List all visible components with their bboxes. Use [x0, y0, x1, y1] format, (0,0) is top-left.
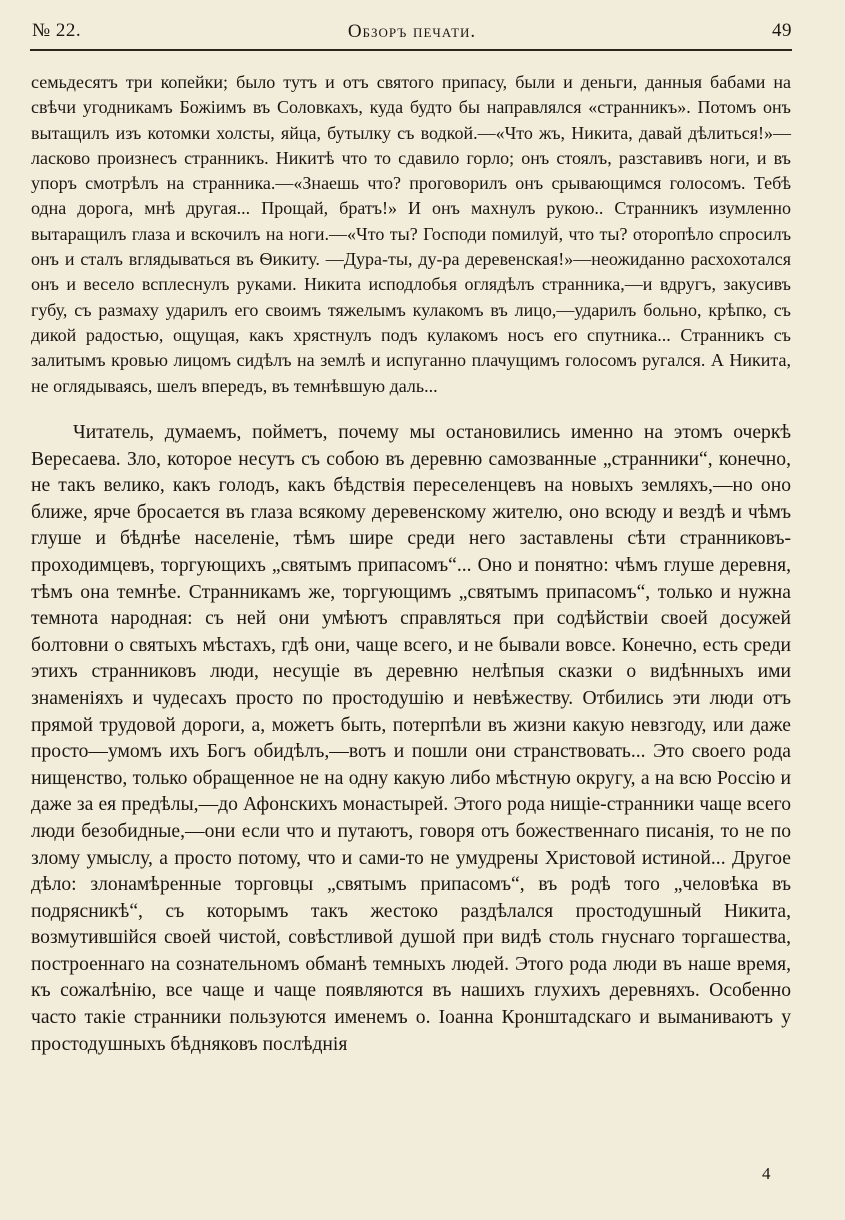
signature-mark: 4 — [762, 1164, 771, 1183]
body-paragraph: Читатель, думаемъ, пойметъ, почему мы остановились именно на этомъ очеркѣ Вересаева. Зло, которое несутъ съ собою въ деревню самозванные „странники“, конечно, не такъ велико, какъ голодъ, какъ бѣдствія переселенцевъ на новыхъ земляхъ,—но оно ближе, ярче бросается въ глаза всякому деревенскому жителю, оно всюду и вездѣ и чѣмъ глуше и бѣднѣе населеніе, тѣмъ шире среди него заставлены сѣти странниковъ-проходимцевъ, торгующихъ „святымъ припасомъ“... Оно и понятно: чѣмъ глуше деревня, тѣмъ она темнѣе. Странникамъ же, торгующимъ „святымъ припасомъ“, только и нужна темнота народная: съ ней они умѣютъ справляться при содѣйствіи своей досужей болтовни о святыхъ мѣстахъ, гдѣ они, чаще всего, и не бывали вовсе. Конечно, есть среди этихъ странниковъ люди, несущіе въ деревню нелѣпыя сказки о видѣнныхъ ими знаменіяхъ и чудесахъ просто по простодушію и невѣжеству. Отбились эти люди отъ прямой трудовой дороги, а, можетъ быть, потерпѣли въ жизни какую невзгоду, или даже просто—умомъ ихъ Богъ обидѣлъ,—вотъ и пошли они странствовать... Это своего рода нищенство, только обращенное не на одну какую либо мѣстную округу, а на всю Россію и даже за ея предѣлы,—до Афонскихъ монастырей. Этого рода нищіе-странники чаще всего люди безобидные,—они если что и путаютъ, говоря отъ божественнаго писанія, то не по злому умыслу, а просто потому, что и сами-то не умудрены Христовой истиной... Другое дѣло: злонамѣренные торговцы „святымъ припасомъ“, въ родѣ того „человѣка въ подрясникѣ“, съ которымъ такъ жестоко раздѣлался простодушный Никита, возмутившійся своей чистой, совѣстливой душой при видѣ столь гнуснаго торгашества, построеннаго на сознательномъ обманѣ темныхъ людей. Этого рода люди въ наше время, къ сожалѣнію, все чаще и чаще появляются въ нашихъ глухихъ деревняхъ. Особенно часто такіе странники пользуются именемъ о. Іоанна Кронштадскаго и выманиваютъ у простодушныхъ бѣдняковъ послѣднія — [31, 422, 791, 1055]
issue-number: № 22. — [32, 20, 82, 41]
header-rule — [30, 49, 792, 51]
quoted-excerpt: семьдесятъ три копейки; было тутъ и отъ святого припасу, были и деньги, данныя бабами на свѣчи угодникамъ Божіимъ въ Соловкахъ, куда будто бы направлялся «странникъ». Потомъ онъ вытащилъ изъ котомки холсты, яйца, бутылку съ водкой.—«Что жъ, Никита, давай дѣлиться!»—ласково произнесъ странникъ. Никитѣ что то сдавило горло; онъ стоялъ, разставивъ ноги, и въ упоръ смотрѣлъ на странника.—«Знаешь что? проговорилъ онъ срывающимся голосомъ. Тебѣ одна дорога, мнѣ другая... Прощай, братъ!» И онъ махнулъ рукою.. Странникъ изумленно вытаращилъ глаза и вскочилъ на ноги.—«Что ты? Господи помилуй, что ты? оторопѣло спросилъ онъ и сталъ вглядываться въ Ѳикиту. —Дура-ты, ду-ра деревенская!»—неожиданно расхохотался онъ и весело всплеснулъ руками. Никита исподлобья оглядѣлъ странника,—и вдругъ, закусивъ губу, съ размаху ударилъ его своимъ тяжелымъ кулакомъ въ лицо,—ударилъ больно, крѣпко, съ дикой радостью, ощущая, какъ хрястнулъ подъ кулакомъ носъ его спутника... Странникъ съ залитымъ кровью лицомъ сидѣлъ на землѣ и испуганно плачущимъ голосомъ ругался. А Никита, не оглядываясь, шелъ впередъ, въ темнѣвшую даль... — [31, 72, 791, 396]
journal-section-title: Обзоръ печати. — [347, 21, 477, 42]
page-number: 49 — [772, 20, 792, 41]
running-header — [32, 18, 792, 48]
